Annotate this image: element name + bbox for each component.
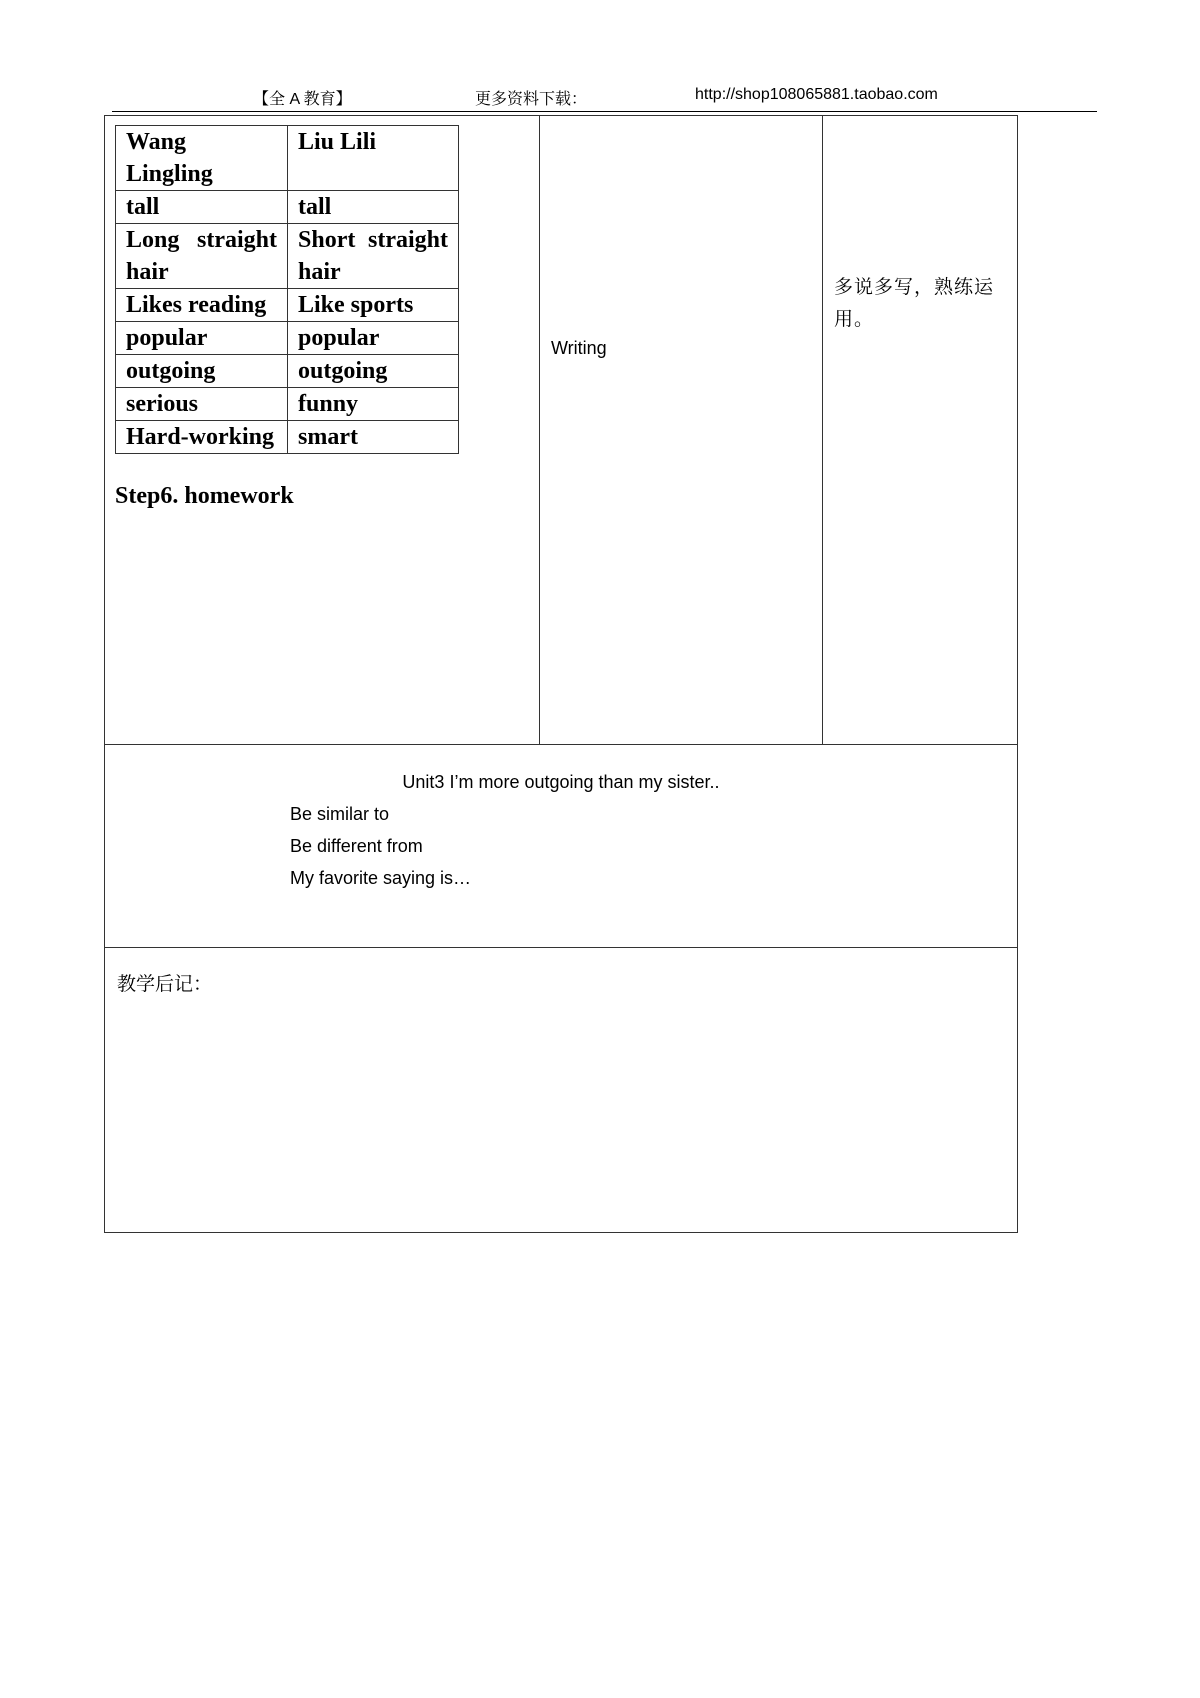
table-cell: Long straight hair (116, 224, 288, 289)
table-cell: Liu Lili (288, 126, 459, 191)
table-cell: tall (288, 191, 459, 224)
activity-text: Writing (551, 338, 607, 358)
afterword-label: 教学后记： (117, 973, 213, 995)
table-row (116, 126, 459, 191)
table-row (116, 421, 459, 454)
table-cell: Hard-working (116, 421, 288, 454)
purpose-note: 多说多写，熟练运用。 (834, 276, 995, 330)
table-row (116, 191, 459, 224)
column-divider (822, 116, 823, 744)
blackboard-title: Unit3 I’m more outgoing than my sister.. (402, 772, 720, 792)
header-brand: 【全 A 教育】 (253, 91, 352, 108)
blackboard-line: Be different from (290, 836, 423, 856)
table-row (116, 224, 459, 289)
blackboard-line: Be similar to (290, 804, 390, 824)
table-row (116, 388, 459, 421)
table-cell: funny (288, 388, 459, 421)
table-cell: tall (116, 191, 288, 224)
table-cell: smart (288, 421, 459, 454)
table-cell: popular (116, 322, 288, 355)
column-divider (539, 116, 540, 744)
table-row (116, 289, 459, 322)
row-divider (105, 947, 1017, 948)
table-cell: Like sports (288, 289, 459, 322)
table-cell: Short straight hair (288, 224, 459, 289)
comparison-table (115, 125, 459, 454)
step6-heading: Step6. homework (115, 483, 294, 509)
table-cell: Likes reading (116, 289, 288, 322)
header-rule (112, 111, 1097, 112)
table-cell: outgoing (116, 355, 288, 388)
lesson-plan-frame (104, 115, 1018, 1233)
table-cell: Wang Lingling (116, 126, 288, 191)
header-url-link[interactable]: http://shop108065881.taobao.com (695, 86, 938, 103)
table-cell: outgoing (288, 355, 459, 388)
row-divider (105, 744, 1017, 745)
header-download-label: 更多资料下载： (475, 91, 588, 108)
page-header (0, 86, 1200, 112)
table-cell: serious (116, 388, 288, 421)
table-cell: popular (288, 322, 459, 355)
table-row (116, 322, 459, 355)
blackboard-line: My favorite saying is… (290, 868, 472, 888)
table-row (116, 355, 459, 388)
